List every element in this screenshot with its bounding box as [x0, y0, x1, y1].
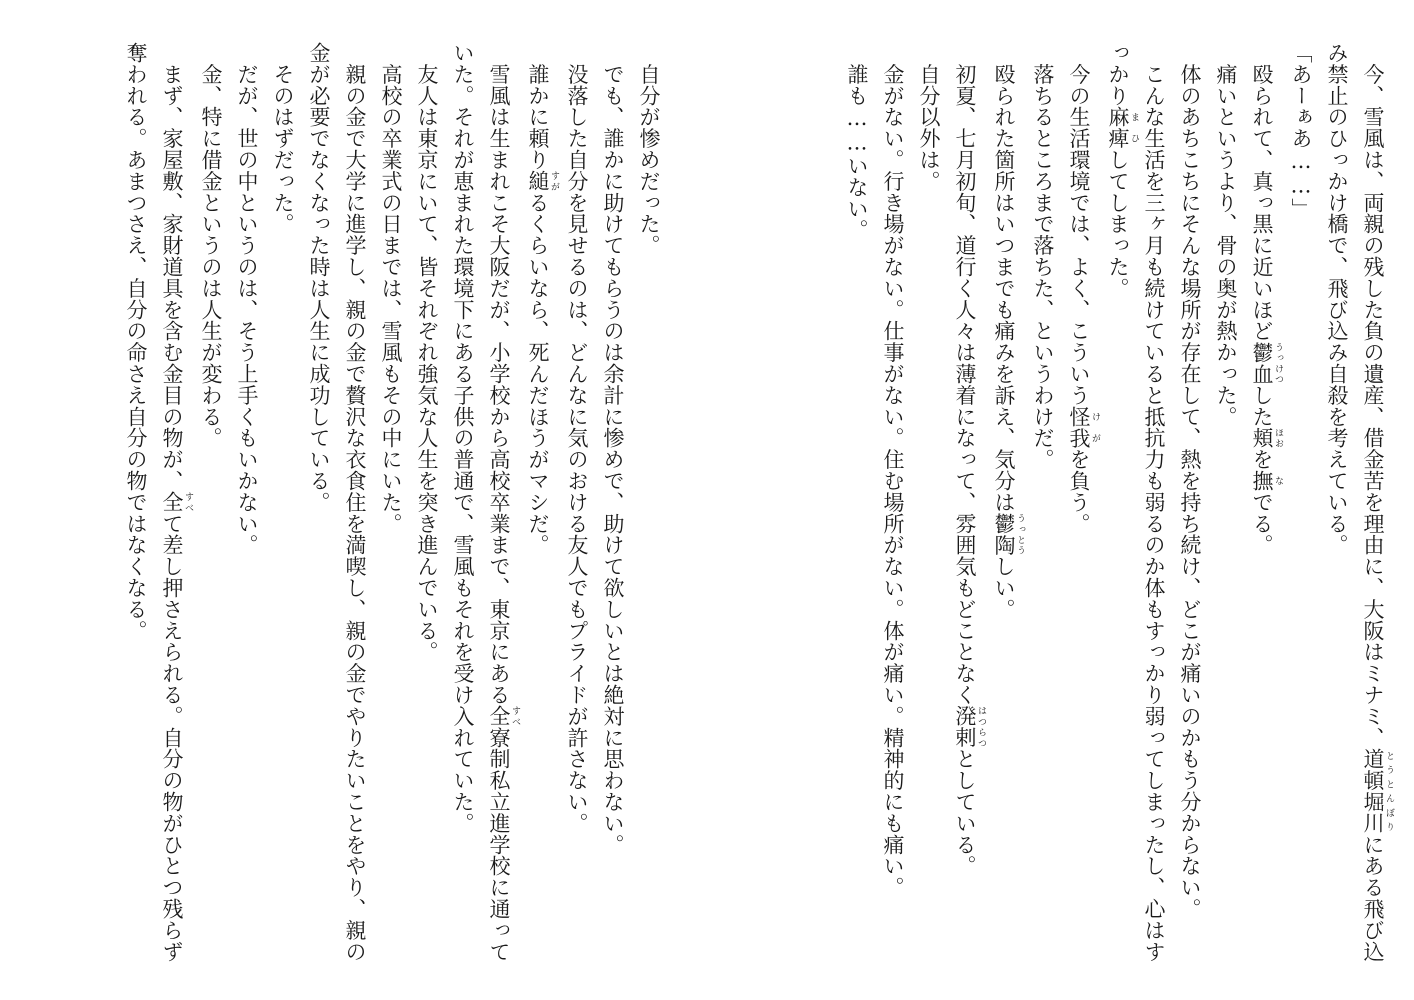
furigana: 全 すべ: [160, 491, 193, 513]
left-paragraph-2: でも、誰かに助けてもらうのは余計に惨めで、助けて欲しいとは絶対に思わない。: [601, 63, 625, 856]
right-paragraph-10: 初夏、七月初旬、道行く人々は薄着になって、雰囲気もどことなく溌剌 はつらつとしている。: [953, 63, 986, 877]
left-paragraph-8: 親の金で大学に進学し、親の金で贅沢な衣食住を満喫し、親の金でやりたいことをやり、親の金が必要でなくなった時は人生に成功している。: [307, 42, 367, 963]
furigana: 溌剌 はつらつ: [953, 705, 986, 749]
furigana: 鬱血 うっけつ: [1250, 341, 1283, 385]
right-page-text: [839, 42, 1394, 982]
furigana: 道頓堀川 とうとんぼり: [1361, 748, 1394, 834]
left-paragraph-1: 自分が惨めだった。: [637, 63, 661, 257]
furigana: 鬱陶 うっとう: [992, 512, 1025, 556]
left-paragraph-3: 没落した自分を見せるのは、どんなに気のおける友人でもプライドが許さない。: [565, 63, 589, 834]
left-paragraph-12: まず、家屋敷、家財道具を含む金目の物が、全 すべて差し押さえられる。自分の物がひとつ残らず奪われる。あまつさえ、自分の命さえ自分の物ではなくなる。: [124, 42, 193, 963]
right-paragraph-5: 体のあちこちにそんな場所が存在して、熱を持ち続け、どこが痛いのかもう分からない。: [1178, 63, 1202, 920]
right-paragraph-8: 落ちるところまで落ちた、というわけだ。: [1031, 63, 1055, 471]
furigana: 怪我 けが: [1067, 405, 1100, 449]
furigana: 縋 すが: [526, 170, 559, 192]
furigana: 頬 ほお: [1250, 427, 1283, 449]
left-paragraph-6: 友人は東京にいて、皆それぞれ強気な人生を突き進んでいる。: [415, 63, 439, 663]
right-paragraph-9: 殴られた箇所はいつまでも痛みを訴え、気分は鬱陶 うっとうしい。: [992, 63, 1025, 620]
right-paragraph-1: 今、雪風は、両親の残した負の遺産、借金苦を理由に、大阪はミナミ、道頓堀川 とうとんぼりにある飛び込み禁止のひっかけ橋で、飛び込み自殺を考えている。: [1325, 42, 1394, 963]
left-paragraph-11: 金、特に借金というのは人生が変わる。: [199, 63, 223, 449]
right-paragraph-12: 金がない。行き場がない。仕事がない。住む場所がない。体が痛い。精神的にも痛い。: [881, 63, 905, 899]
right-paragraph-11: 自分以外は。: [917, 63, 941, 192]
left-page-text: [118, 42, 667, 982]
right-page: [707, 0, 1414, 1000]
right-paragraph-3: 殴られて、真っ黒に近いほど鬱血 うっけつした頬 ほおを撫 なでる。: [1250, 63, 1283, 556]
furigana: 麻痺 まひ: [1106, 106, 1139, 150]
right-paragraph-4: 痛いというより、骨の奥が熱かった。: [1214, 63, 1238, 428]
furigana: 全 すべ: [487, 705, 520, 727]
furigana: 撫 な: [1250, 470, 1283, 492]
left-paragraph-4: 誰かに頼り縋 すがるくらいなら、死んだほうがマシだ。: [526, 63, 559, 556]
right-paragraph-13: 誰も……いない。: [845, 63, 869, 241]
right-paragraph-6: こんな生活を三ヶ月も続けていると抵抗力も弱るのか体もすっかり弱ってしまったし、心はすっかり麻痺 まひしてしまった。: [1106, 42, 1166, 963]
right-paragraph-7: 今の生活環境では、よく、こういう怪我 けがを負う。: [1067, 63, 1100, 535]
left-paragraph-7: 高校の卒業式の日までは、雪風もその中にいた。: [379, 63, 403, 535]
right-paragraph-2: 「あーぁあ……」: [1289, 42, 1313, 220]
left-paragraph-5: 雪風は生まれこそ大阪だが、小学校から高校卒業まで、東京にある全 すべ寮制私立進学校に通っていた。それが恵まれた環境下にある子供の普通で、雪風もそれを受け入れていた。: [451, 42, 520, 963]
left-paragraph-9: そのはずだった。: [271, 63, 295, 235]
left-paragraph-10: だが、世の中というのは、そう上手くもいかない。: [235, 63, 259, 556]
